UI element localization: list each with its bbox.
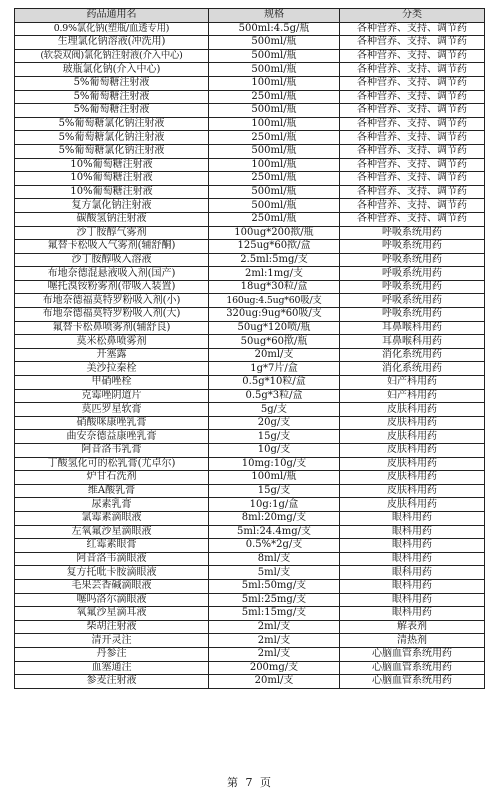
table-row	[15, 240, 485, 254]
drug-name-cell: 阿昔洛韦滴眼液	[15, 552, 209, 566]
table-row	[15, 444, 485, 458]
table-row	[15, 471, 485, 485]
drug-name-cell: 开塞露	[15, 348, 209, 362]
specification-cell: 20ml/支	[209, 675, 340, 689]
drug-table-body	[15, 22, 485, 688]
table-row	[15, 661, 485, 675]
specification-cell: 500ml/瓶	[209, 63, 340, 77]
category-cell: 眼科用药	[340, 525, 485, 539]
specification-cell: 500ml/瓶	[209, 104, 340, 118]
specification-cell: 250ml/瓶	[209, 172, 340, 186]
drug-name-cell: 维A酸乳膏	[15, 484, 209, 498]
specification-cell: 5ml:50mg/支	[209, 579, 340, 593]
specification-cell: 500ml/瓶	[209, 199, 340, 213]
drug-name-cell: 硝酸咪康唑乳膏	[15, 416, 209, 430]
specification-cell: 0.5%*2g/支	[209, 539, 340, 553]
category-cell: 各种营养、支持、调节药	[340, 63, 485, 77]
category-cell: 各种营养、支持、调节药	[340, 185, 485, 199]
table-row	[15, 607, 485, 621]
category-cell: 眼科用药	[340, 607, 485, 621]
header-specification: 规格	[209, 9, 340, 23]
table-row	[15, 593, 485, 607]
table-row	[15, 620, 485, 634]
category-cell: 各种营养、支持、调节药	[340, 22, 485, 36]
specification-cell: 5ml:25mg/支	[209, 593, 340, 607]
table-row	[15, 226, 485, 240]
specification-cell: 160ug:4.5ug*60吸/支	[209, 294, 340, 308]
drug-name-cell: 布地奈德混悬液吸入剂(国产)	[15, 267, 209, 281]
specification-cell: 2ml/支	[209, 620, 340, 634]
drug-name-cell: 复方氯化钠注射液	[15, 199, 209, 213]
category-cell: 各种营养、支持、调节药	[340, 199, 485, 213]
drug-name-cell: 沙丁胺醇气雾剂	[15, 226, 209, 240]
drug-name-cell: 5%葡萄糖氯化钠注射液	[15, 144, 209, 158]
drug-name-cell: 10%葡萄糖注射液	[15, 172, 209, 186]
table-row	[15, 498, 485, 512]
specification-cell: 500ml/瓶	[209, 144, 340, 158]
drug-name-cell: 红霉素眼膏	[15, 539, 209, 553]
table-row	[15, 484, 485, 498]
table-row	[15, 566, 485, 580]
table-row	[15, 579, 485, 593]
table-row	[15, 158, 485, 172]
category-cell: 皮肤科用药	[340, 498, 485, 512]
table-row	[15, 253, 485, 267]
specification-cell: 500ml/瓶	[209, 36, 340, 50]
table-row	[15, 525, 485, 539]
table-row	[15, 457, 485, 471]
specification-cell: 2ml/支	[209, 647, 340, 661]
drug-name-cell: 布地奈德福莫特罗粉吸入剂(小)	[15, 294, 209, 308]
header-row	[15, 9, 485, 23]
category-cell: 妇产科用药	[340, 389, 485, 403]
table-row	[15, 212, 485, 226]
drug-name-cell: 参麦注射液	[15, 675, 209, 689]
table-row	[15, 280, 485, 294]
table-row	[15, 511, 485, 525]
drug-name-cell: 莫米松鼻喷雾剂	[15, 335, 209, 349]
table-row	[15, 49, 485, 63]
category-cell: 皮肤科用药	[340, 403, 485, 417]
drug-name-cell: 左氧氟沙星滴眼液	[15, 525, 209, 539]
category-cell: 心脑血管系统用药	[340, 661, 485, 675]
specification-cell: 125ug*60揿/盒	[209, 240, 340, 254]
drug-table-container	[14, 8, 484, 689]
drug-name-cell: 阿昔洛韦乳膏	[15, 444, 209, 458]
specification-cell: 5g/支	[209, 403, 340, 417]
table-row	[15, 22, 485, 36]
category-cell: 消化系统用药	[340, 362, 485, 376]
drug-name-cell: 5%葡萄糖氯化钠注射液	[15, 117, 209, 131]
drug-name-cell: 曲安奈德益康唑乳膏	[15, 430, 209, 444]
category-cell: 妇产科用药	[340, 376, 485, 390]
specification-cell: 0.5g*3粒/盒	[209, 389, 340, 403]
drug-name-cell: 噻吗洛尔滴眼液	[15, 593, 209, 607]
specification-cell: 5ml:24.4mg/支	[209, 525, 340, 539]
specification-cell: 250ml/瓶	[209, 131, 340, 145]
table-row	[15, 199, 485, 213]
category-cell: 清热剂	[340, 634, 485, 648]
table-row	[15, 634, 485, 648]
drug-name-cell: 0.9%氯化钠(塑瓶/血透专用)	[15, 22, 209, 36]
specification-cell: 20g/支	[209, 416, 340, 430]
drug-name-cell: 尿素乳膏	[15, 498, 209, 512]
page-number: 第 7 页	[227, 776, 273, 789]
drug-name-cell: 莫匹罗星软膏	[15, 403, 209, 417]
specification-cell: 10mg:10g/支	[209, 457, 340, 471]
table-row	[15, 90, 485, 104]
table-row	[15, 647, 485, 661]
category-cell: 皮肤科用药	[340, 416, 485, 430]
table-row	[15, 403, 485, 417]
table-row	[15, 308, 485, 322]
specification-cell: 18ug*30粒/盒	[209, 280, 340, 294]
specification-cell: 100ml/瓶	[209, 158, 340, 172]
category-cell: 眼科用药	[340, 579, 485, 593]
drug-name-cell: 毛果芸香碱滴眼液	[15, 579, 209, 593]
drug-name-cell: 丁酸氢化可的松乳膏(尤卓尔)	[15, 457, 209, 471]
drug-name-cell: 克霉唑阴道片	[15, 389, 209, 403]
specification-cell: 250ml/瓶	[209, 212, 340, 226]
category-cell: 皮肤科用药	[340, 457, 485, 471]
category-cell: 呼吸系统用药	[340, 267, 485, 281]
specification-cell: 100ug*200揿/瓶	[209, 226, 340, 240]
table-row	[15, 539, 485, 553]
category-cell: 各种营养、支持、调节药	[340, 131, 485, 145]
specification-cell: 5ml:15mg/支	[209, 607, 340, 621]
drug-name-cell: 10%葡萄糖注射液	[15, 158, 209, 172]
table-row	[15, 144, 485, 158]
category-cell: 呼吸系统用药	[340, 253, 485, 267]
category-cell: 耳鼻喉科用药	[340, 321, 485, 335]
category-cell: 皮肤科用药	[340, 471, 485, 485]
table-row	[15, 430, 485, 444]
category-cell: 呼吸系统用药	[340, 294, 485, 308]
table-row	[15, 172, 485, 186]
table-row	[15, 416, 485, 430]
specification-cell: 2.5ml:5mg/支	[209, 253, 340, 267]
specification-cell: 500ml:4.5g/瓶	[209, 22, 340, 36]
drug-name-cell: 5%葡萄糖注射液	[15, 76, 209, 90]
drug-name-cell: 氟替卡松鼻喷雾剂(辅舒良)	[15, 321, 209, 335]
category-cell: 各种营养、支持、调节药	[340, 212, 485, 226]
specification-cell: 2ml/支	[209, 634, 340, 648]
specification-cell: 20ml/支	[209, 348, 340, 362]
drug-name-cell: 炉甘石洗剂	[15, 471, 209, 485]
specification-cell: 2ml:1mg/支	[209, 267, 340, 281]
table-row	[15, 675, 485, 689]
specification-cell: 0.5g*10粒/盒	[209, 376, 340, 390]
category-cell: 各种营养、支持、调节药	[340, 76, 485, 90]
category-cell: 眼科用药	[340, 539, 485, 553]
category-cell: 各种营养、支持、调节药	[340, 158, 485, 172]
category-cell: 耳鼻喉科用药	[340, 335, 485, 349]
specification-cell: 10g:1g/盒	[209, 498, 340, 512]
category-cell: 皮肤科用药	[340, 444, 485, 458]
table-row	[15, 63, 485, 77]
specification-cell: 200mg/支	[209, 661, 340, 675]
category-cell: 消化系统用药	[340, 348, 485, 362]
specification-cell: 100ml/瓶	[209, 76, 340, 90]
drug-name-cell: 玻瓶氯化钠(介入中心)	[15, 63, 209, 77]
category-cell: 皮肤科用药	[340, 430, 485, 444]
drug-table	[14, 8, 485, 689]
drug-name-cell: 柴胡注射液	[15, 620, 209, 634]
specification-cell: 250ml/瓶	[209, 90, 340, 104]
drug-name-cell: 碳酸氢钠注射液	[15, 212, 209, 226]
specification-cell: 500ml/瓶	[209, 49, 340, 63]
drug-name-cell: 甲硝唑栓	[15, 376, 209, 390]
category-cell: 解表剂	[340, 620, 485, 634]
table-row	[15, 185, 485, 199]
specification-cell: 100ml/瓶	[209, 471, 340, 485]
drug-name-cell: 沙丁胺醇吸入溶液	[15, 253, 209, 267]
specification-cell: 500ml/瓶	[209, 185, 340, 199]
specification-cell: 8ml/支	[209, 552, 340, 566]
table-row	[15, 321, 485, 335]
specification-cell: 50ug*120喷/瓶	[209, 321, 340, 335]
drug-name-cell: 5%葡萄糖注射液	[15, 104, 209, 118]
specification-cell: 10g/支	[209, 444, 340, 458]
drug-table-header	[15, 9, 485, 23]
table-row	[15, 376, 485, 390]
table-row	[15, 552, 485, 566]
category-cell: 各种营养、支持、调节药	[340, 49, 485, 63]
drug-name-cell: 复方托吡卡胺滴眼液	[15, 566, 209, 580]
table-row	[15, 131, 485, 145]
category-cell: 眼科用药	[340, 552, 485, 566]
specification-cell: 50ug*60揿/瓶	[209, 335, 340, 349]
specification-cell: 5ml/支	[209, 566, 340, 580]
drug-name-cell: 5%葡萄糖氯化钠注射液	[15, 131, 209, 145]
category-cell: 眼科用药	[340, 511, 485, 525]
specification-cell: 15g/支	[209, 484, 340, 498]
category-cell: 各种营养、支持、调节药	[340, 36, 485, 50]
category-cell: 各种营养、支持、调节药	[340, 90, 485, 104]
category-cell: 眼科用药	[340, 593, 485, 607]
category-cell: 呼吸系统用药	[340, 308, 485, 322]
specification-cell: 15g/支	[209, 430, 340, 444]
header-drug-name: 药品通用名	[15, 9, 209, 23]
table-row	[15, 36, 485, 50]
table-row	[15, 362, 485, 376]
drug-name-cell: 氟替卡松吸入气雾剂(辅舒酮)	[15, 240, 209, 254]
header-category: 分类	[340, 9, 485, 23]
drug-name-cell: 布地奈德福莫特罗粉吸入剂(大)	[15, 308, 209, 322]
category-cell: 各种营养、支持、调节药	[340, 172, 485, 186]
category-cell: 各种营养、支持、调节药	[340, 104, 485, 118]
drug-name-cell: 5%葡萄糖注射液	[15, 90, 209, 104]
category-cell: 呼吸系统用药	[340, 280, 485, 294]
drug-name-cell: 美沙拉秦栓	[15, 362, 209, 376]
category-cell: 皮肤科用药	[340, 484, 485, 498]
table-row	[15, 117, 485, 131]
category-cell: 呼吸系统用药	[340, 226, 485, 240]
drug-name-cell: 血塞通注	[15, 661, 209, 675]
table-row	[15, 294, 485, 308]
drug-name-cell: (软袋双阀)氯化钠注射液(介入中心)	[15, 49, 209, 63]
table-row	[15, 389, 485, 403]
drug-name-cell: 10%葡萄糖注射液	[15, 185, 209, 199]
category-cell: 眼科用药	[340, 566, 485, 580]
category-cell: 呼吸系统用药	[340, 240, 485, 254]
drug-name-cell: 生理氯化钠溶液(冲洗用)	[15, 36, 209, 50]
specification-cell: 8ml:20mg/支	[209, 511, 340, 525]
specification-cell: 100ml/瓶	[209, 117, 340, 131]
table-row	[15, 76, 485, 90]
drug-name-cell: 噻托溴铵粉雾剂(带吸入装置)	[15, 280, 209, 294]
table-row	[15, 104, 485, 118]
drug-name-cell: 氧氟沙星滴耳液	[15, 607, 209, 621]
table-row	[15, 267, 485, 281]
specification-cell: 320ug:9ug*60吸/支	[209, 308, 340, 322]
category-cell: 各种营养、支持、调节药	[340, 117, 485, 131]
drug-name-cell: 氯霉素滴眼液	[15, 511, 209, 525]
category-cell: 各种营养、支持、调节药	[340, 144, 485, 158]
category-cell: 心脑血管系统用药	[340, 675, 485, 689]
drug-name-cell: 丹参注	[15, 647, 209, 661]
table-row	[15, 348, 485, 362]
table-row	[15, 335, 485, 349]
specification-cell: 1g*7片/盒	[209, 362, 340, 376]
category-cell: 心脑血管系统用药	[340, 647, 485, 661]
drug-name-cell: 清开灵注	[15, 634, 209, 648]
